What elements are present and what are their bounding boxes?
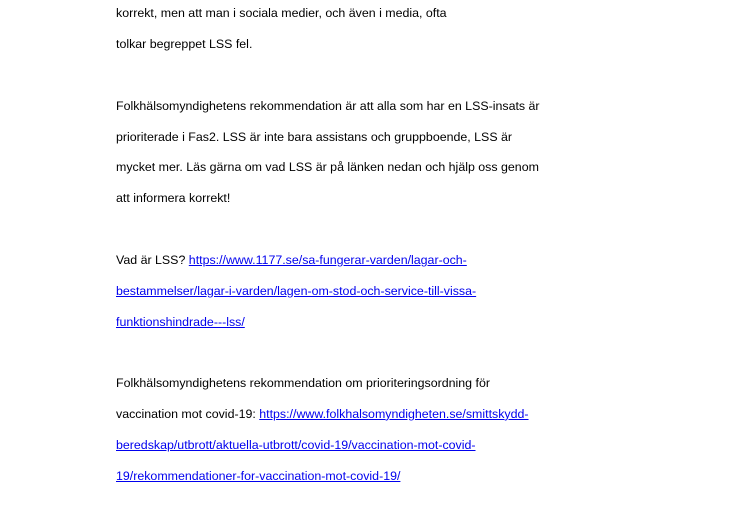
link-1177-lss-cont[interactable]: bestammelser/lagar-i-varden/lagen-om-stod-och-service-till-vissa- <box>116 283 477 298</box>
vaccination-label: vaccination mot covid-19: <box>116 406 260 421</box>
link-folkhalsomyndigheten-cont[interactable]: beredskap/utbrott/aktuella-utbrott/covid-19/vaccination-mot-covid- <box>116 437 476 452</box>
paragraph-line: tolkar begreppet LSS fel. <box>116 37 253 52</box>
link-folkhalsomyndigheten[interactable]: https://www.folkhalsomyndigheten.se/smittskydd- <box>259 406 529 421</box>
document-body <box>116 0 596 515</box>
paragraph-line: mycket mer. Läs gärna om vad LSS är på länken nedan och hjälp oss genom <box>116 160 539 175</box>
paragraph-line: Folkhälsomyndighetens rekommendation om prioriteringsordning för <box>116 376 490 391</box>
paragraph-line <box>116 407 596 422</box>
paragraph-recommendation <box>116 83 596 222</box>
paragraph-line <box>116 438 596 453</box>
paragraph-lss-interpretation <box>116 0 596 68</box>
link-1177-lss-cont[interactable]: funktionshindrade---lss/ <box>116 314 245 329</box>
paragraph-line: att informera korrekt! <box>116 191 231 206</box>
paragraph-line: Folkhälsomyndighetens rekommendation är att alla som har en LSS-insats är <box>116 98 540 113</box>
link-folkhalsomyndigheten-cont[interactable]: 19/rekommendationer-for-vaccination-mot-covid-19/ <box>116 468 401 483</box>
link-1177-lss[interactable]: https://www.1177.se/sa-fungerar-varden/lagar-och- <box>188 252 467 267</box>
paragraph-vaccination-priority <box>116 361 596 500</box>
paragraph-line <box>116 253 596 268</box>
paragraph-line <box>116 315 596 330</box>
paragraph-line <box>116 469 596 484</box>
paragraph-line: prioriterade i Fas2. LSS är inte bara assistans och gruppboende, LSS är <box>116 129 513 144</box>
what-is-lss-label: Vad är LSS? <box>116 252 189 267</box>
paragraph-what-is-lss <box>116 237 596 345</box>
paragraph-line <box>116 284 596 299</box>
paragraph-line: korrekt, men att man i sociala medier, och även i media, ofta <box>116 6 447 21</box>
